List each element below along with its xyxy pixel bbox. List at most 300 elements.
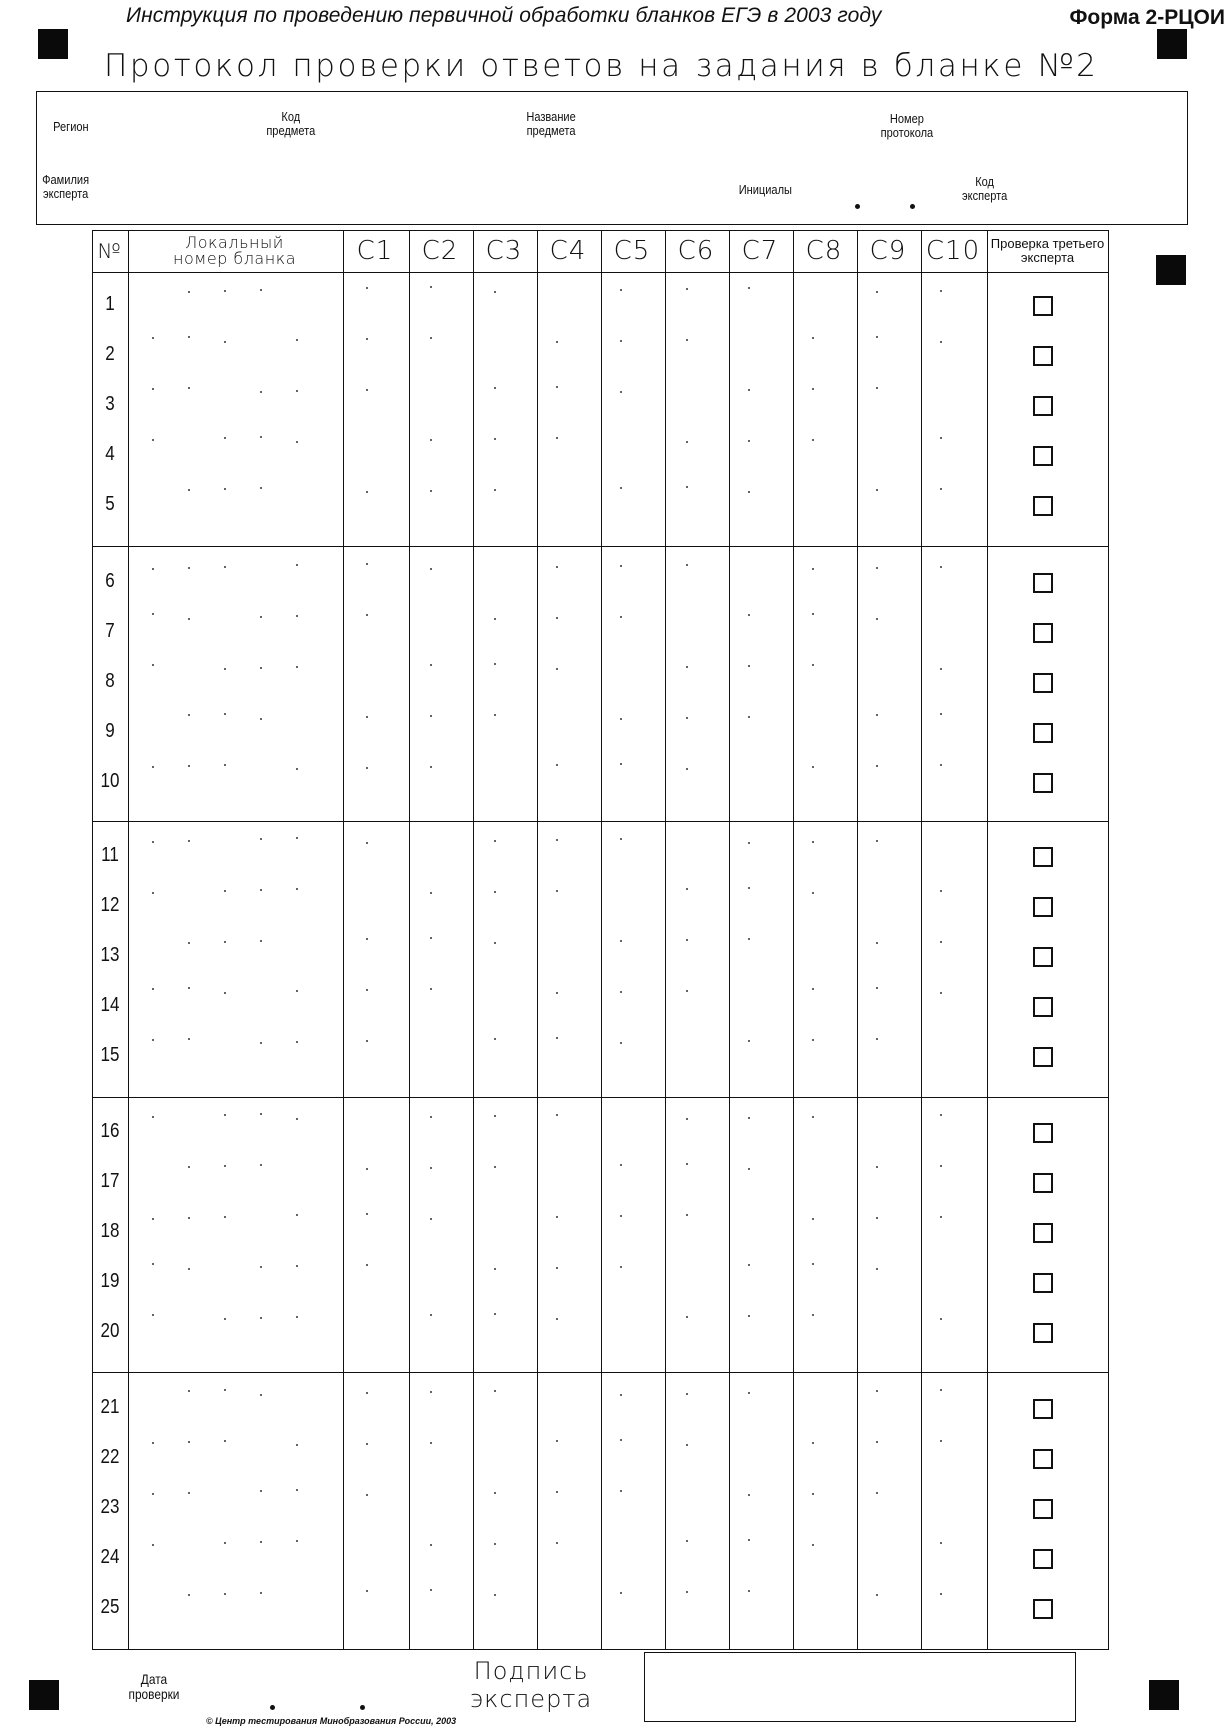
scan-dot [494,1115,496,1117]
third-expert-checkbox[interactable] [1033,947,1053,967]
scan-dot [812,1544,814,1546]
scan-dot [366,767,368,769]
scan-dot [260,1042,262,1044]
row-number: 16 [100,1120,120,1142]
scan-dot [748,665,750,667]
scan-dot [686,990,688,992]
date-separator-dot [270,1705,275,1710]
row-number: 11 [101,844,119,866]
third-expert-checkbox[interactable] [1033,897,1053,917]
scan-dot [940,668,942,670]
scan-dot [876,618,878,620]
scan-dot [812,388,814,390]
scan-dot [188,387,190,389]
scan-dot [748,389,750,391]
scan-dot [366,614,368,616]
scan-dot [620,487,622,489]
scan-dot [940,992,942,994]
scan-dot [494,291,496,293]
scan-dot [260,1317,262,1319]
scan-dot [876,1390,878,1392]
scan-dot [494,663,496,665]
scan-dot [748,716,750,718]
registration-marker-top-right [1157,29,1187,59]
scan-dot [152,988,154,990]
scan-dot [430,1544,432,1546]
scan-dot [876,1217,878,1219]
third-expert-checkbox[interactable] [1033,1273,1053,1293]
scan-dot [366,1443,368,1445]
third-expert-checkbox[interactable] [1033,1047,1053,1067]
scan-dot [556,890,558,892]
scan-dot [296,837,298,839]
scan-dot [224,341,226,343]
scan-dot [812,568,814,570]
scan-dot [152,664,154,666]
scan-dot [366,716,368,718]
scan-dot [152,1218,154,1220]
scan-dot [620,1215,622,1217]
scan-dot [296,1540,298,1542]
scan-dot [940,1542,942,1544]
third-expert-checkbox[interactable] [1033,496,1053,516]
scan-dot [748,1315,750,1317]
scan-dot [940,341,942,343]
scan-dot [876,714,878,716]
scan-dot [876,987,878,989]
scan-dot [260,889,262,891]
answers-table [92,230,1109,1650]
scan-dot [620,763,622,765]
third-expert-checkbox[interactable] [1033,847,1053,867]
scan-dot [748,440,750,442]
scan-dot [556,1318,558,1320]
scan-dot [152,892,154,894]
scan-dot [188,714,190,716]
scan-dot [620,1164,622,1166]
check-date-label: Дата проверки [128,1671,180,1702]
registration-marker-bottom-right [1149,1680,1179,1710]
scan-dot [812,1263,814,1265]
col-header-c10: C10 [925,236,981,266]
scan-dot [430,988,432,990]
scan-dot [686,666,688,668]
scan-dot [748,1117,750,1119]
third-expert-checkbox[interactable] [1033,1323,1053,1343]
scan-dot [876,942,878,944]
row-number: 6 [105,570,115,592]
scan-dot [224,713,226,715]
scan-dot [494,1594,496,1596]
scan-dot [152,1039,154,1041]
scan-dot [430,337,432,339]
scan-dot [224,764,226,766]
subject-name-label: Название предмета [526,109,576,138]
third-expert-checkbox[interactable] [1033,346,1053,366]
scan-dot [812,766,814,768]
scan-dot [260,289,262,291]
scan-dot [224,290,226,292]
third-expert-checkbox[interactable] [1033,1123,1053,1143]
row-number: 24 [100,1546,120,1568]
third-expert-checkbox[interactable] [1033,1449,1053,1469]
scan-dot [152,841,154,843]
registration-marker-top-left [38,29,68,59]
third-expert-checkbox[interactable] [1033,446,1053,466]
scan-dot [876,1492,878,1494]
scan-dot [686,939,688,941]
third-expert-checkbox[interactable] [1033,997,1053,1017]
date-separator-dot [360,1705,365,1710]
scan-dot [152,388,154,390]
scan-dot [620,1266,622,1268]
scan-dot [224,668,226,670]
row-number: 2 [105,343,115,365]
scan-dot [748,1590,750,1592]
col-header-c9: C9 [869,236,907,266]
row-number: 18 [100,1220,120,1242]
scan-dot [366,989,368,991]
scan-dot [224,941,226,943]
scan-dot [260,1490,262,1492]
scan-dot [430,1391,432,1393]
scan-dot [224,890,226,892]
row-number: 25 [100,1596,120,1618]
scan-dot [748,287,750,289]
third-expert-checkbox[interactable] [1033,773,1053,793]
scan-dot [366,563,368,565]
scan-dot [152,1314,154,1316]
scan-dot [686,1444,688,1446]
scan-dot [430,1442,432,1444]
scan-dot [620,1592,622,1594]
scan-dot [812,439,814,441]
row-number: 20 [100,1320,120,1342]
scan-dot [188,1166,190,1168]
scan-dot [940,1318,942,1320]
scan-dot [366,1494,368,1496]
row-number: 9 [105,720,115,742]
scan-dot [494,1268,496,1270]
scan-dot [152,1544,154,1546]
scan-dot [620,391,622,393]
scan-dot [494,1390,496,1392]
scan-dot [152,766,154,768]
scan-dot [748,1539,750,1541]
scan-dot [620,940,622,942]
scan-dot [748,887,750,889]
scan-dot [430,568,432,570]
col-header-number: № [97,239,122,263]
row-number: 19 [100,1270,120,1292]
scan-dot [940,890,942,892]
scan-dot [224,1542,226,1544]
scan-dot [940,713,942,715]
scan-dot [556,1216,558,1218]
initials-separator-dot [910,204,915,209]
scan-dot [748,1168,750,1170]
col-header-local-number: Локальный номер бланка [173,233,296,268]
scan-dot [620,1490,622,1492]
scan-dot [188,942,190,944]
scan-dot [188,1594,190,1596]
scan-dot [556,437,558,439]
scan-dot [686,1316,688,1318]
row-number: 4 [105,443,115,465]
scan-dot [224,1165,226,1167]
scan-dot [556,386,558,388]
scan-dot [876,567,878,569]
third-expert-checkbox[interactable] [1033,1499,1053,1519]
scan-dot [188,1038,190,1040]
col-header-c3: C3 [485,236,523,266]
row-number: 7 [105,620,115,642]
scan-dot [188,840,190,842]
registration-marker-right [1156,255,1186,285]
scan-dot [188,765,190,767]
scan-dot [620,289,622,291]
scan-dot [876,1038,878,1040]
scan-dot [494,714,496,716]
scan-dot [556,566,558,568]
scan-dot [430,937,432,939]
scan-dot [556,341,558,343]
scan-dot [494,840,496,842]
scan-dot [686,486,688,488]
scan-dot [812,892,814,894]
third-expert-checkbox[interactable] [1033,673,1053,693]
scan-dot [620,1042,622,1044]
scan-dot [296,615,298,617]
row-number: 8 [105,670,115,692]
scan-dot [494,618,496,620]
scan-dot [188,987,190,989]
scan-dot [940,941,942,943]
signature-field[interactable] [644,1652,1076,1722]
scan-dot [556,1114,558,1116]
subject-code-label: Код предмета [266,109,316,138]
scan-dot [224,1593,226,1595]
instruction-title: Инструкция по проведению первичной обработки бланков ЕГЭ в 2003 году [126,4,882,27]
scan-dot [494,438,496,440]
scan-dot [152,1116,154,1118]
scan-dot [260,487,262,489]
scan-dot [876,1166,878,1168]
col-header-c4: C4 [549,236,587,266]
col-header-third-expert: Проверка третьего эксперта [990,236,1105,265]
scan-dot [876,1441,878,1443]
scan-dot [556,1267,558,1269]
scan-dot [556,839,558,841]
scan-dot [556,992,558,994]
scan-dot [556,1037,558,1039]
scan-dot [260,1164,262,1166]
scan-dot [748,1264,750,1266]
scan-dot [620,1394,622,1396]
scan-dot [494,891,496,893]
col-header-c5: C5 [613,236,651,266]
row-number: 17 [100,1170,120,1192]
scan-dot [296,1316,298,1318]
scan-dot [366,1392,368,1394]
third-expert-checkbox[interactable] [1033,1549,1053,1569]
scan-dot [876,1268,878,1270]
scan-dot [260,1394,262,1396]
scan-dot [188,1492,190,1494]
scan-dot [686,1540,688,1542]
scan-dot [494,1543,496,1545]
scan-dot [296,666,298,668]
scan-dot [748,614,750,616]
scan-dot [152,439,154,441]
copyright-notice: © Центр тестирования Минобразования России, 2003 [206,1716,457,1726]
scan-dot [940,1440,942,1442]
scan-dot [494,489,496,491]
scan-dot [296,339,298,341]
scan-dot [556,1491,558,1493]
scan-dot [812,1442,814,1444]
scan-dot [296,390,298,392]
scan-dot [686,339,688,341]
scan-dot [940,1389,942,1391]
scan-dot [620,991,622,993]
scan-dot [940,1593,942,1595]
scan-dot [430,1116,432,1118]
scan-dot [620,1439,622,1441]
third-expert-checkbox[interactable] [1033,1599,1053,1619]
scan-dot [494,942,496,944]
scan-dot [224,566,226,568]
scan-dot [260,1541,262,1543]
scan-dot [260,838,262,840]
scan-dot [296,1118,298,1120]
scan-dot [686,1163,688,1165]
scan-dot [224,1216,226,1218]
row-number: 23 [100,1496,120,1518]
third-expert-checkbox[interactable] [1033,723,1053,743]
scan-dot [366,287,368,289]
scan-dot [188,1217,190,1219]
scan-dot [748,842,750,844]
third-expert-checkbox[interactable] [1033,1399,1053,1419]
registration-marker-bottom-left [29,1680,59,1710]
scan-dot [366,338,368,340]
col-header-c8: C8 [805,236,843,266]
scan-dot [260,616,262,618]
row-number: 1 [105,293,115,315]
scan-dot [430,286,432,288]
scan-dot [296,1489,298,1491]
third-expert-checkbox[interactable] [1033,623,1053,643]
scan-dot [812,988,814,990]
header-fields-box [36,91,1188,225]
scan-dot [260,391,262,393]
scan-dot [260,1266,262,1268]
third-expert-checkbox[interactable] [1033,573,1053,593]
region-label: Регион [53,119,89,134]
scan-dot [366,842,368,844]
scan-dot [430,892,432,894]
scan-dot [188,1390,190,1392]
scan-dot [430,490,432,492]
initials-label: Инициалы [738,182,792,197]
scan-dot [812,1314,814,1316]
scan-dot [188,567,190,569]
third-expert-checkbox[interactable] [1033,296,1053,316]
row-number: 21 [100,1396,120,1418]
scan-dot [188,618,190,620]
scan-dot [224,1318,226,1320]
scan-dot [812,664,814,666]
scan-dot [260,436,262,438]
protocol-number-label: Номер протокола [880,111,934,140]
scan-dot [940,1114,942,1116]
scan-dot [620,838,622,840]
scan-dot [748,1392,750,1394]
scan-dot [366,491,368,493]
scan-dot [260,718,262,720]
scan-dot [260,940,262,942]
scan-dot [556,764,558,766]
scan-dot [686,717,688,719]
scan-dot [152,1442,154,1444]
scan-dot [430,1314,432,1316]
third-expert-checkbox[interactable] [1033,396,1053,416]
scan-dot [152,1493,154,1495]
scan-dot [430,1167,432,1169]
scan-dot [940,488,942,490]
scan-dot [296,888,298,890]
third-expert-checkbox[interactable] [1033,1173,1053,1193]
row-number: 3 [105,393,115,415]
row-number: 15 [100,1044,120,1066]
scan-dot [686,768,688,770]
scan-dot [812,841,814,843]
scan-dot [260,1113,262,1115]
scan-dot [296,1265,298,1267]
scan-dot [940,764,942,766]
scan-dot [366,389,368,391]
scan-dot [686,888,688,890]
third-expert-checkbox[interactable] [1033,1223,1053,1243]
scan-dot [188,489,190,491]
scan-dot [812,1493,814,1495]
scan-dot [812,1116,814,1118]
scan-dot [620,565,622,567]
scan-dot [494,1038,496,1040]
form-code: Форма 2-РЦОИ [1069,6,1225,29]
scan-dot [494,1166,496,1168]
scan-dot [430,766,432,768]
scan-dot [686,441,688,443]
scan-dot [366,1213,368,1215]
scan-dot [152,1263,154,1265]
scan-dot [812,337,814,339]
scan-dot [188,336,190,338]
col-header-c6: C6 [677,236,715,266]
scan-dot [152,337,154,339]
scan-dot [620,718,622,720]
row-number: 10 [100,770,120,792]
scan-dot [876,336,878,338]
scan-dot [152,613,154,615]
scan-dot [940,566,942,568]
scan-dot [224,488,226,490]
scan-dot [224,1114,226,1116]
scan-dot [366,1168,368,1170]
scan-dot [556,1542,558,1544]
scan-dot [940,437,942,439]
